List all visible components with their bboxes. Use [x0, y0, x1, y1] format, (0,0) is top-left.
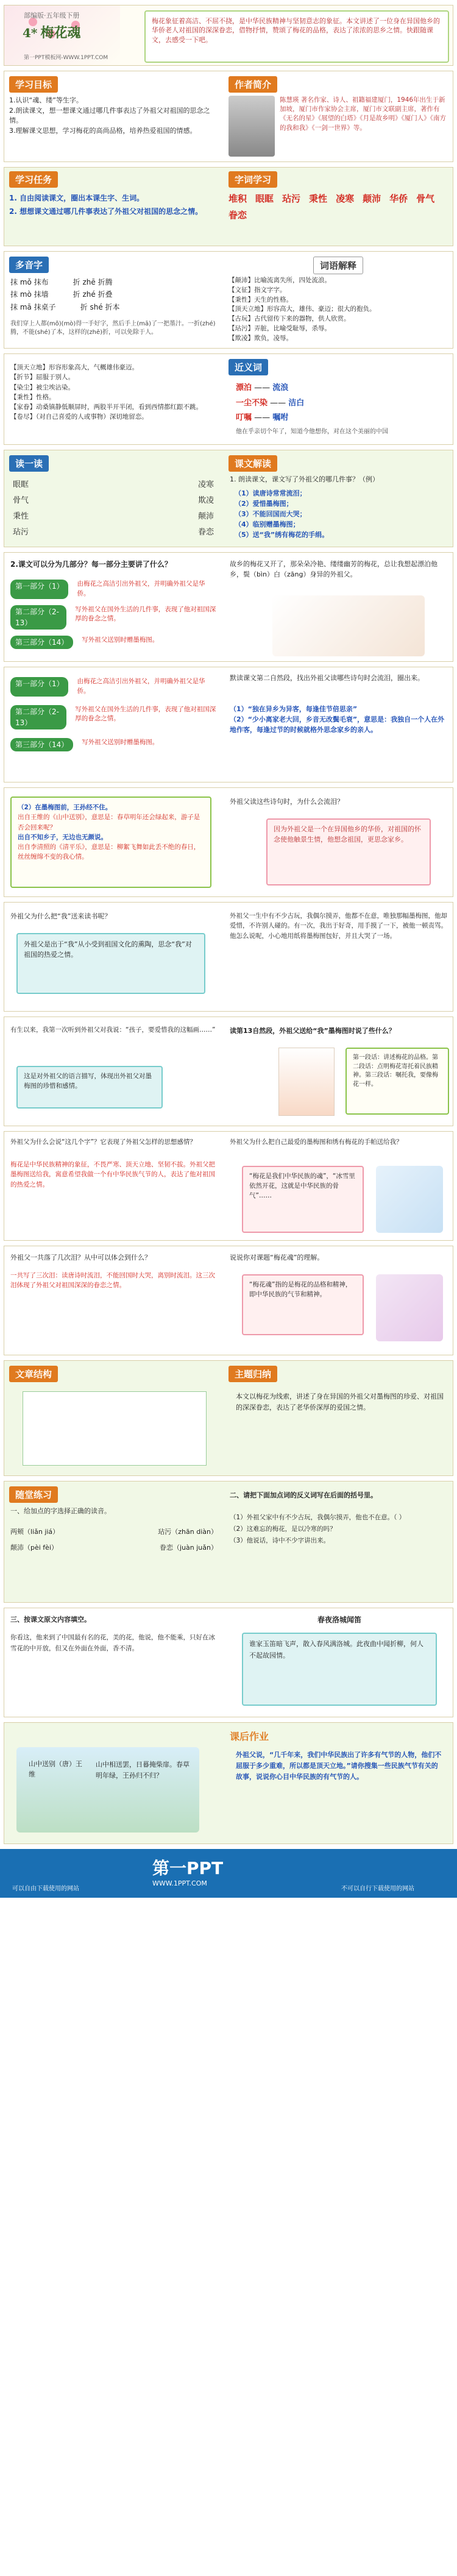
- word-item: 眷恋: [228, 210, 247, 221]
- reading-word: 眷恋: [197, 528, 214, 537]
- q8-right-answer: “梅花魂”指的是梅花的品格和精神，即中华民族的气节和精神。: [249, 1281, 352, 1298]
- part-text: 写外祖父在国外生活的几件事，表现了他对祖国深厚的眷念之情。: [75, 705, 216, 723]
- figure-illustration: [376, 1274, 443, 1341]
- q4-right-box: [266, 818, 431, 885]
- q6-hint-box: [16, 1066, 163, 1109]
- slide-tasks: [4, 167, 453, 246]
- practice-q3: 三、按课文原文内容填空。: [10, 1616, 91, 1623]
- q2-question: 2.课文可以分为几部分？每一部分主要讲了什么？: [10, 560, 172, 569]
- q6-right-answer: 第一段话：讲述梅花的品格。第二段话：点明梅花寄托着民族精神。第三段话：嘱托我，要像梅花一样。: [353, 1054, 438, 1088]
- read-question: 1. 朗读课文，课文写了外祖父的哪几件事？（例）: [230, 475, 379, 483]
- goal-item: 1.认识“魂、缕”等生字。: [9, 96, 83, 104]
- q8-right-box: [242, 1274, 364, 1335]
- antonym-pair: 嘱咐: [272, 413, 289, 423]
- plum-illustration: [272, 595, 425, 656]
- practice-q2-item: （1）外祖父家中有不少古玩，我偶尔摸弄，他也不在意。（ ）: [230, 1514, 406, 1521]
- homework-title: 课后作业: [230, 1731, 269, 1742]
- q6-right-q: 读第13自然段，外祖父送给“我”墨梅图时说了些什么？: [230, 1027, 395, 1035]
- q4-answer: 出自王维的《山中送别》，意思是：春草明年还会绿起来，游子是否会回来呢？: [18, 814, 200, 831]
- scroll-illustration: [278, 1048, 335, 1116]
- q7-right-q: 外祖父为什么把自己最爱的墨梅图和绣有梅花的手帕送给我？: [230, 1138, 403, 1146]
- part-text: 由梅花之高洁引出外祖父，并明确外祖父是华侨。: [77, 678, 205, 695]
- meaning-item: 【顶天立地】形容形象高大，气概雄伟豪迈。: [10, 364, 138, 371]
- structure-diagram: [23, 1391, 207, 1466]
- q3-parts: [10, 677, 218, 751]
- meaning-item: 【染尘】被尘埃沾染。: [10, 383, 74, 391]
- events-list: [235, 488, 448, 540]
- q4-question: （2）在墨梅图前，王孙经不住。: [18, 804, 112, 811]
- part-label: 第三部分（14）: [10, 636, 73, 649]
- polyphone-item: 抹 mǒ 抹布: [10, 278, 49, 286]
- footer-right: 不可以自行下载使用的网站: [341, 1886, 414, 1892]
- polyphone-item: 抹 mò 抹墙: [10, 290, 49, 299]
- slide-q3: [4, 667, 453, 782]
- reading-word: 颠沛: [197, 512, 214, 521]
- reading-pairs: [13, 477, 214, 541]
- part-label: 第一部分（1）: [10, 580, 68, 599]
- author-portrait: [228, 96, 275, 157]
- word-item: 凌寒: [336, 193, 355, 204]
- q7-right-answer: “梅花是我们中华民族的魂”，“冰雪里依然开花，这就是中华民族的骨气”……: [249, 1173, 355, 1199]
- q6-question: 有生以来，我第一次听到外祖父对我说：“孩子，要爱惜我的这幅画……”: [10, 1026, 216, 1034]
- goals-list: [9, 96, 216, 136]
- polyphone-note: 我们穿上人都(mǒ)(mò)得一手好字，然后手上(mā)了一把墨汁。一折(zhé)腾，不能(shé)了本，这样的(zhē)折，可以免除于人。: [10, 321, 216, 336]
- q5-right: 外祖父一生中有不少古玩，我偶尔摸弄，他都不在意，唯独那幅墨梅图，他却爱惜，不许别人碰的。有一次，我出于好奇，用手摸了一下，被他一顿责骂。他怎么说呢，小心地用纸将墨梅图包好，并且大哭了一场。: [230, 912, 447, 940]
- antonym-word: 叮嘱: [236, 413, 252, 423]
- meaning-item: 【卷尽】（对自己喜爱的人或事物）深切地留恋。: [10, 413, 148, 421]
- poem-title: 春夜洛城闻笛: [317, 1616, 361, 1624]
- q5-answer-box: [16, 933, 205, 994]
- tasks-list: [9, 192, 216, 218]
- vocab-item: 【古玩】古代留传下来的器物，供人欣赏。: [228, 315, 350, 322]
- part-text: 写外祖父送别时赠墨梅图。: [82, 636, 159, 644]
- slide-q8: [4, 1246, 453, 1355]
- q7-right-box: [242, 1166, 364, 1233]
- q4-box: [10, 797, 211, 888]
- footer-site: WWW.1PPT.COM: [152, 1879, 207, 1887]
- q7-answer: 梅花是中华民族精神的象征，不畏严寒、顶天立地、坚韧不拔。外祖父把墨梅图送给我，寓意希望我做一个有中华民族气节的人，表达了他对祖国的热爱之情。: [10, 1161, 215, 1188]
- q4-right-q: 外祖父读这些诗句时，为什么会流泪？: [230, 798, 344, 806]
- practice-tag: 随堂练习: [9, 1486, 58, 1503]
- reading-word: 眼眶: [13, 480, 29, 489]
- footer-logo: 第一PPT: [152, 1858, 224, 1878]
- word-item: 眼眶: [255, 193, 274, 204]
- event-item: （4）临别赠墨梅图；: [235, 520, 300, 529]
- q8-answer: 一共写了三次泪：读唐诗时流泪，不能回国时大哭，离别时流泪。这三次泪体现了外祖父对祖国深深的眷恋之情。: [10, 1272, 215, 1290]
- polyphone-item: 折 zhé 折叠: [73, 290, 113, 299]
- q7-question: 外祖父为什么会说“这几个字”？它表现了外祖父怎样的思想感情？: [10, 1138, 196, 1146]
- vocab-item: 【玷污】弄脏，比喻受耻辱，杀辱。: [228, 324, 331, 332]
- answer-item: （1）“独在异乡为异客，每逢佳节倍思亲”: [230, 705, 358, 713]
- q6-hint: 这是对外祖父的语言描写，体现出外祖父对墨梅图的珍惜和感情。: [24, 1073, 152, 1090]
- practice-q2-item: （3）他说话，诗中不少字讲出来。: [230, 1536, 330, 1544]
- practice-item: 玷污（zhān diàn）: [158, 1528, 218, 1536]
- vocab-item: 【欺凌】欺负，凌辱。: [228, 334, 292, 342]
- slide-reading: [4, 450, 453, 547]
- slide-goals: [4, 71, 453, 162]
- footer-banner: [0, 1849, 457, 1898]
- polyphone-item: 抹 mā 抹桌子: [10, 302, 56, 311]
- vocab-item: 【秉性】天生的性格。: [228, 296, 292, 303]
- vocab-list: [228, 276, 448, 343]
- poem-song-title: 山中送别（唐）王维: [29, 1760, 82, 1778]
- slide-structure: [4, 1360, 453, 1476]
- slide-practice-1: [4, 1481, 453, 1603]
- intro-text: 梅花象征着高洁、不屈不挠，是中华民族精神与坚韧意志的象征。本文讲述了一位身在异国他乡的华侨老人对祖国的深深眷恋，借物抒情，赞颂了梅花的品格，表达了浓浓的思乡之情。快跟随课文，去感受一下吧。: [152, 17, 440, 44]
- antonym-tag: 近义词: [228, 359, 268, 375]
- q4-right-answer: 因为外祖父是一个在异国他乡的华侨，对祖国的怀念使他触景生情，他想念祖国，更思念家乡。: [274, 825, 421, 843]
- q8-right-q: 说说你对课题“梅花魂”的理解。: [230, 1254, 324, 1261]
- q3-task: 默读课文第二自然段，找出外祖父读哪些诗句时会流泪，圈出来。: [230, 674, 424, 682]
- practice-item: 颠沛（pèi fèi）: [10, 1544, 58, 1552]
- center-text: 本文以梅花为线索，讲述了身在异国的外祖父对墨梅图的珍爱、对祖国的深深眷恋，表达了老华侨深厚的爱国之情。: [236, 1393, 444, 1411]
- polyphone-item: 折 shé 折本: [80, 302, 120, 311]
- reading-word: 凌寒: [197, 480, 214, 489]
- site-label: 第一PPT模板网-WWW.1PPT.COM: [24, 55, 108, 61]
- q5-answer: 外祖父是出于“我”从小受到祖国文化的熏陶，思念“我”对祖国的热爱之情。: [24, 940, 192, 959]
- antonym-word: 一尘不染: [236, 398, 268, 408]
- reading-word: 欺凌: [197, 496, 214, 505]
- lesson-title: 梅花魂: [40, 25, 81, 41]
- slide-q4: [4, 787, 453, 897]
- part-text: 写外祖父在国外生活的几件事，表现了他对祖国深厚的眷念之情。: [75, 605, 216, 623]
- meaning-item: 【折节】屈服于别人。: [10, 374, 74, 381]
- words-grid: [228, 192, 448, 221]
- tasks-tag: 学习任务: [9, 171, 58, 188]
- practice-q3-text: 你看这，他来到了中国最有名的花，美的花，他说，他不能乘，只好在冰雪花的中开放，但又在外面在外面，香不清。: [10, 1634, 215, 1652]
- q5-question: 外祖父为什么把“我”送来读书呢？: [10, 912, 112, 920]
- slide-q2: [4, 552, 453, 662]
- event-item: （3）不能回国而大哭；: [235, 510, 306, 519]
- part-text: 写外祖父送别时赠墨梅图。: [82, 738, 159, 746]
- q2-story: 故乡的梅花又开了，那朵朵冷艳、缕缕幽芳的梅花，总让我想起漂泊他乡，鬓（bìn）白（zāng）身异的外祖父。: [230, 560, 438, 579]
- read-tag: 课文解读: [228, 455, 277, 472]
- task-item: 2. 想想课文通过哪几件事表达了外祖父对祖国的思念之情。: [9, 207, 203, 216]
- part-label: 第一部分（1）: [10, 677, 68, 697]
- lesson-title-group: [23, 23, 80, 41]
- task-item: 1. 自由阅读课文，圈出本课生字、生词。: [9, 194, 144, 202]
- slide-cover: [4, 5, 453, 66]
- word-item: 华侨: [389, 193, 408, 204]
- word-item: 颠沛: [363, 193, 381, 204]
- slide-q7: [4, 1131, 453, 1241]
- grade-label: 部编版·五年级下册: [24, 12, 80, 20]
- antonym-list: 漂泊 —— 流浪 一尘不染 —— 洁白 叮嘱 —— 嘱咐: [236, 383, 305, 423]
- plum-branch-illustration: [376, 1166, 443, 1233]
- slide-practice-2: [4, 1608, 453, 1717]
- vocab-item: 【颠沛】比喻流离失所，四处流浪。: [228, 277, 331, 284]
- words-tag: 字词学习: [228, 171, 277, 188]
- author-bio: 陈慧瑛 著名作家、诗人、祖籍福建厦门，1946年出生于新加坡，厦门市作家协会主席，厦门市文联副主席，著作有《无名的星》《展望的白塔》《月是故乡明》《厦门人》《南方的我和我》《一剑一世界》等。: [280, 96, 446, 132]
- practice-item: 眷恋（juàn juǎn）: [160, 1544, 218, 1552]
- q8-question: 外祖父一共落了几次泪？从中可以体会到什么？: [10, 1254, 151, 1261]
- practice-item: 两颊（liǎn jiá）: [10, 1528, 60, 1536]
- footer-left: 可以自由下载使用的网站: [12, 1886, 79, 1892]
- q4-answer: 出自李清照的《清平乐》，意思是：柳絮飞舞如此丢不绝的春日，丝丝缠绵不变的我心情。: [18, 843, 200, 861]
- polyphone-table: [10, 276, 218, 313]
- slide-q5: [4, 902, 453, 1012]
- reading-word: 玷污: [13, 528, 29, 537]
- practice-q2: 二、请把下面加点词的反义词写在后面的括号里。: [230, 1491, 377, 1499]
- word-item: 堆积: [228, 193, 247, 204]
- part-label: 第三部分（14）: [10, 738, 73, 751]
- intro-box: [144, 10, 449, 63]
- polyphone-tag: 多音字: [9, 257, 49, 273]
- q2-parts: [10, 580, 218, 649]
- poem2-text: 山中相送罢，日暮掩柴扉。春草明年绿，王孙归不归？: [96, 1761, 190, 1779]
- poem-text: 谁家玉笛暗飞声，散入春风满洛城。此夜曲中闻折柳，何人不起故园情。: [249, 1640, 423, 1659]
- event-item: （2）爱惜墨梅图；: [235, 500, 293, 508]
- word-item: 骨气: [416, 193, 435, 204]
- antonym-note: 他在乎亲切个年了，知道今他想你，对在这个美丽的中国: [236, 428, 388, 435]
- answer-item: （2）“少小离家老大回，乡音无改鬓毛衰”，意思是：我独自一个人在外地作客，每逢过节的时候就格外思念家乡的亲人。: [230, 715, 445, 734]
- reading-word: 骨气: [13, 496, 29, 505]
- word-item: 玷污: [282, 193, 301, 204]
- slide-polyphone: [4, 251, 453, 349]
- meanings-list: [10, 363, 218, 422]
- q3-answers: [230, 704, 449, 735]
- polyphone-item: 折 zhē 折腾: [73, 278, 113, 286]
- slide-q6: [4, 1017, 453, 1126]
- vocab-tag: 词语解释: [228, 257, 448, 274]
- goals-tag: 学习目标: [9, 76, 58, 93]
- part-label: 第二部分（2-13）: [10, 705, 66, 729]
- poem-box: [242, 1633, 437, 1706]
- event-item: （1）读唐诗常常流泪；: [235, 489, 306, 497]
- structure-tag: 文章结构: [9, 1366, 58, 1382]
- event-item: （5）送“我”绣有梅花的手绢。: [235, 531, 329, 539]
- author-tag: 作者简介: [228, 76, 277, 93]
- part-label: 第二部分（2-13）: [10, 605, 66, 630]
- practice-q1: 一、给加点的字选择正确的读音。: [10, 1507, 111, 1515]
- meaning-item: 【秉性】性格。: [10, 393, 55, 401]
- reading-word: 秉性: [13, 512, 29, 521]
- word-item: 秉性: [309, 193, 328, 204]
- meaning-item: 【家眷】动桑镇静低顺屏时，两股半开半闭，看到西情都红跟不跳。: [10, 403, 202, 411]
- vocab-item: 【文征】指文字字。: [228, 286, 286, 294]
- practice-q2-items: [230, 1512, 449, 1547]
- practice-q1-items: [10, 1524, 218, 1556]
- goal-item: 3.理解课文思想，学习梅花的高尚品格，培养热爱祖国的情感。: [9, 126, 197, 135]
- antonym-word: 漂泊: [236, 383, 252, 392]
- slide-meanings: [4, 353, 453, 445]
- center-tag: 主题归纳: [228, 1366, 277, 1382]
- part-text: 由梅花之高洁引出外祖父，并明确外祖父是华侨。: [77, 580, 205, 597]
- antonym-pair: 流浪: [272, 383, 289, 392]
- q6-right-box: [345, 1048, 449, 1115]
- slide-homework: [4, 1722, 453, 1844]
- reading-tag: 读一读: [9, 455, 49, 472]
- antonym-pair: 洁白: [288, 398, 305, 408]
- lesson-number: 4*: [23, 26, 38, 40]
- q4-answer: 出自不知乡子，无边也无颜说。: [18, 833, 107, 841]
- homework-text: 外祖父说，“几千年来，我们中华民族出了许多有气节的人物，他们不屈服于多少重难，所以都是顶天立地。”请你搜集一些民族气节有关的故事，说说你心目中华民族的有气节的人。: [236, 1751, 442, 1781]
- goal-item: 2.朗读课文，想一想课文通过哪几件事表达了外祖父对祖国的思念之情。: [9, 106, 210, 124]
- vocab-item: 【顶天立地】形容高大，雄伟、豪迈；很大的抱负。: [228, 305, 376, 313]
- practice-q2-item: （2）这难忘的梅花，是以冷寒的吗？: [230, 1525, 336, 1533]
